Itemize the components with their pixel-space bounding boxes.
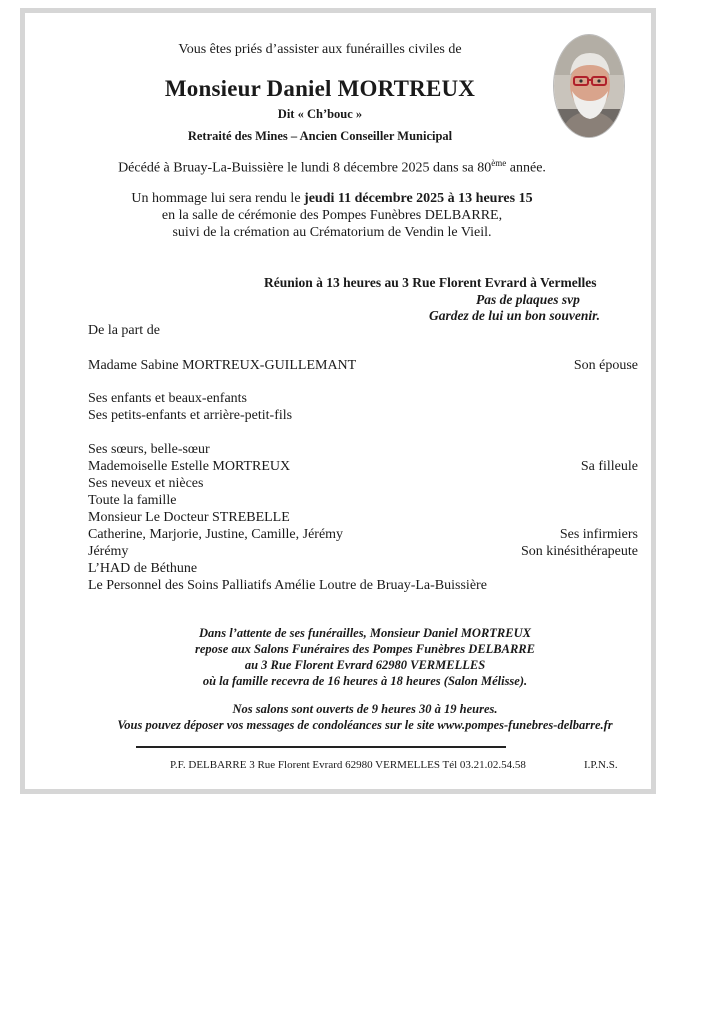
hommage-line-1 (20, 190, 644, 207)
notice-line: au 3 Rue Florent Evrard 62980 VERMELLES (244, 658, 486, 672)
family-line: Jérémy (88, 544, 129, 559)
footer-ipns: I.P.N.S. (584, 759, 618, 771)
notice-line: repose aux Salons Funéraires des Pompes Funèbres DELBARRE (195, 642, 535, 656)
hommage-prefix: Un hommage lui sera rendu le (131, 191, 305, 206)
family-heading: De la part de (88, 323, 160, 338)
portrait-image (554, 35, 625, 138)
hommage-date: jeudi 11 décembre 2025 à 13 heures 15 (304, 191, 533, 206)
hommage-block (20, 190, 644, 241)
family-line: Catherine, Marjorie, Justine, Camille, Jérémy (88, 527, 344, 542)
deces-text-end: année. (506, 160, 546, 176)
notice-line: où la famille recevra de 16 heures à 18 heures (Salon Mélisse). (202, 674, 528, 688)
family-line: Toute la famille (88, 493, 177, 508)
deces-sup: ème (491, 158, 507, 168)
condoleances-line: Vous pouvez déposer vos messages de condoléances sur le site www.pompes-funebres-delbarre.fr (117, 718, 613, 732)
relation-infirmiers: Ses infirmiers (559, 527, 638, 542)
hommage-line-2: en la salle de cérémonie des Pompes Funèbres DELBARRE, (161, 208, 503, 223)
hours-block (20, 701, 710, 733)
family-line: L’HAD de Béthune (88, 561, 198, 576)
reunion-text: Réunion à 13 heures au 3 Rue Florent Evrard à Vermelles (264, 275, 597, 290)
deceased-name: Monsieur Daniel MORTREUX (164, 76, 476, 101)
portrait-photo (553, 34, 625, 138)
notice-line: Dans l’attente de ses funérailles, Monsieur Daniel MORTREUX (199, 626, 531, 640)
souvenir-text: Gardez de lui un bon souvenir. (429, 308, 601, 323)
relation-kine: Son kinésithérapeute (520, 544, 638, 559)
family-line: Le Personnel des Soins Palliatifs Amélie Loutre de Bruay-La-Buissière (88, 578, 487, 593)
plaques-text: Pas de plaques svp (476, 292, 580, 307)
footer-divider (136, 746, 506, 748)
family-line: Mademoiselle Estelle MORTREUX (88, 459, 291, 474)
relation-filleule: Sa filleule (580, 459, 638, 474)
family-line: Ses enfants et beaux-enfants (88, 391, 247, 406)
deces-line (20, 158, 644, 177)
intro-text: Vous êtes priés d’assister aux funérailles civiles de (178, 42, 462, 57)
roles: Retraité des Mines – Ancien Conseiller Municipal (187, 129, 453, 143)
relation-epouse: Son épouse (573, 358, 638, 373)
family-line: Madame Sabine MORTREUX-GUILLEMANT (88, 358, 357, 373)
nickname: Dit « Ch’bouc » (277, 107, 363, 121)
hours-line: Nos salons sont ouverts de 9 heures 30 à 19 heures. (232, 702, 498, 716)
family-line: Ses sœurs, belle-sœur (88, 442, 210, 457)
family-line: Ses petits-enfants et arrière-petit-fils (88, 408, 293, 423)
footer-address: P.F. DELBARRE 3 Rue Florent Evrard 62980 VERMELLES Tél 03.21.02.54.58 (170, 759, 526, 771)
hommage-line-3: suivi de la crémation au Crématorium de Vendin le Vieil. (172, 225, 492, 240)
family-line: Monsieur Le Docteur STREBELLE (88, 510, 290, 525)
family-line: Ses neveux et nièces (88, 476, 204, 491)
deces-text: Décédé à Bruay-La-Buissière le lundi 8 décembre 2025 dans sa 80 (118, 160, 492, 176)
notice-block (20, 625, 710, 689)
